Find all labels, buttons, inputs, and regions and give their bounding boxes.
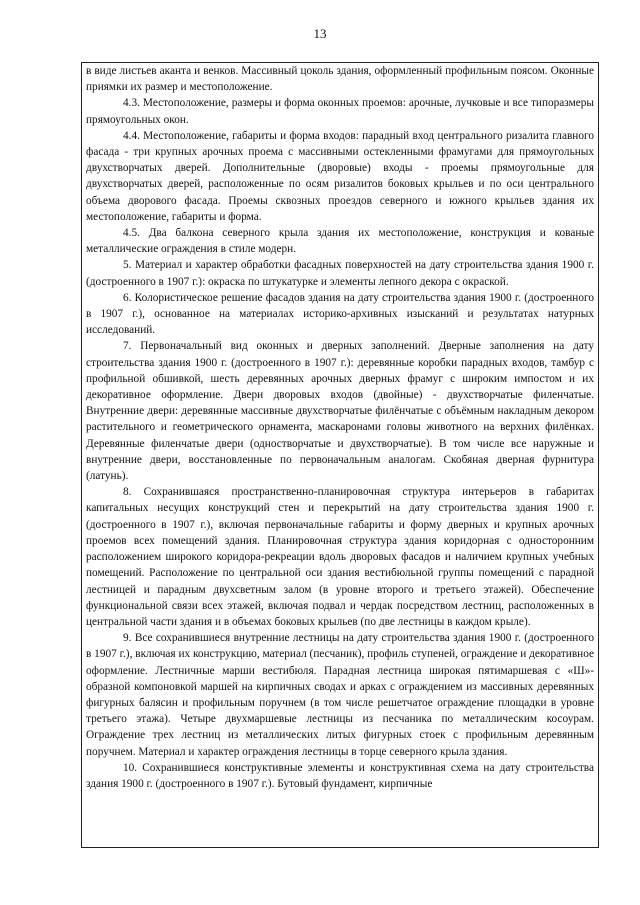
paragraph-4-5: 4.5. Два балкона северного крыла здания их местоположение, конструкция и кованые металлические ограждения в стиле модерн.	[86, 227, 594, 256]
document-text-frame	[81, 62, 599, 848]
paragraph-continuation: в виде листьев аканта и венков. Массивный цоколь здания, оформленный профильным поясом. Оконные приямки их размер и местоположение.	[86, 65, 594, 94]
paragraph-5: 5. Материал и характер обработки фасадных поверхностей на дату строительства здания 1900 г. (достроенного в 1907 г.): окраска по штукатурке и элементы лепного декора с окраской.	[86, 259, 594, 288]
paragraph-4-3: 4.3. Местоположение, размеры и форма оконных проемов: арочные, лучковые и все типоразмеры прямоугольных окон.	[86, 97, 594, 126]
paragraph-9: 9. Все сохранившиеся внутренние лестницы на дату строительства здания 1900 г. (достроенного в 1907 г.), включая их конструкцию, материал (песчаник), профиль ступеней, ограждение и декоративное оформление. Лестничные марши вестибюля. Парадная лестница широкая пятимаршевая с «Ш»-образной компоновкой маршей на кирпичных сводах и арках с ограждением из массивных деревянных фигурных балясин и профильным поручнем (в том числе решетчатое ограждение площадки в уровне третьего этажа). Четыре двухмаршевые лестницы из песчаника по металлическим косоурам. Ограждение трех лестниц из металлических литых фигурных стоек с профильным деревянным поручнем. Материал и характер ограждения лестницы в торце северного крыла здания.	[86, 632, 594, 758]
paragraph-6: 6. Колористическое решение фасадов здания на дату строительства здания 1900 г. (достроенного в 1907 г.), основанное на материалах историко-архивных изысканий и результатах натурных исследований.	[86, 291, 594, 337]
paragraph-4-4: 4.4. Местоположение, габариты и форма входов: парадный вход центрального ризалита главного фасада - три крупных арочных проема с массивными остекленными фрамугами для прямоугольных двухстворчатых дверей. Дополнительные (дворовые) входы - проемы прямоугольные для двухстворчатых дверей, расположенные по осям ризалитов боковых крыльев и по оси центрального объема дворового фасада. Проемы сквозных проездов северного и южного крыльев здания их местоположение, габариты и форма.	[86, 129, 594, 223]
paragraph-10: 10. Сохранившиеся конструктивные элементы и конструктивная схема на дату строительства здания 1900 г. (достроенного в 1907 г.). Бутовый фундамент, кирпичные	[86, 761, 594, 790]
page-number: 13	[313, 26, 327, 41]
paragraph-8: 8. Сохранившаяся пространственно-планировочная структура интерьеров в габаритах капитальных несущих конструкций стен и перекрытий на дату строительства здания 1900 г. (достроенного в 1907 г.), включая первоначальные габариты и форму дверных и крупных арочных проемов всех помещений здания. Планировочная структура здания коридорная с односторонним расположением широкого коридора-рекреации вдоль дворовых фасадов и наличием крупных учебных помещений. Расположение по центральной оси здания вестибюльной группы помещений с парадной лестницей и парадным двухсветным залом (в уровне второго и третьего этажей). Обеспечение функциональной связи всех этажей, включая подвал и чердак посредством лестниц, расположенных в центральной части здания и в объемах боковых крыльев (по две лестницы в каждом крыле).	[86, 486, 594, 628]
paragraph-7: 7. Первоначальный вид оконных и дверных заполнений. Дверные заполнения на дату строительства здания 1900 г. (достроенного в 1907 г.): деревянные коробки парадных входов, тамбур с профильной обшивкой, шесть деревянных арочных дверных фрамуг с широким импостом и их декоративное оформление. Двери дворовых входов (двойные) - двухстворчатые филенчатые. Внутренние двери: деревянные массивные двухстворчатые филёнчатые с объёмным накладным декором растительного и геометрического орнамента, маскаронами головы животного на верхних филёнках. Деревянные филенчатые двери (одностворчатые и двухстворчатые). В том числе все наружные и внутренние двери, восстановленные по первоначальным аналогам. Скобяная дверная фурнитура (латунь).	[86, 340, 594, 483]
